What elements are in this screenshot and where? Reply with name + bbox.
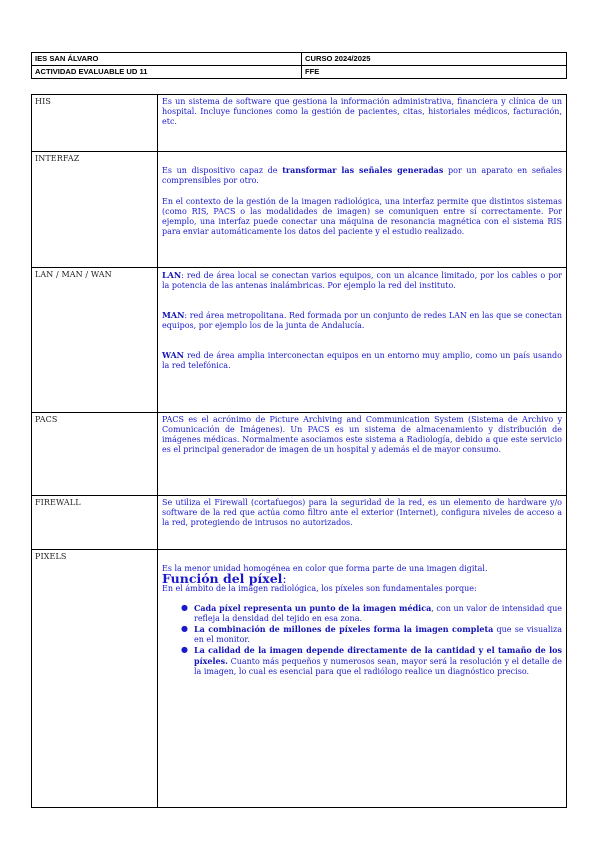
table-row	[32, 152, 567, 268]
term-cell: HIS	[32, 95, 158, 152]
table-row	[32, 268, 567, 413]
table-row	[32, 95, 567, 152]
header-table	[31, 52, 567, 79]
firewall-definition: Se utiliza el Firewall (cortafuegos) para la seguridad de la red, es un elemento de hardware y/o software de la red que actúa como filtro ante el exterior (Internet), configura niveles de acceso a la red, protegiendo de intrusos no autorizados.	[162, 498, 562, 527]
pacs-definition: PACS es el acrónimo de Picture Archiving and Communication System (Sistema de Archivo y Comunicación de Imágenes). Un PACS es un sistema de almacenamiento y distribución de imágenes médicas. Normalmente asociamos este sistema a Radiología, debido a que este servicio es el principal generador de imagen de un hospital y además el de mayor consumo.	[162, 415, 562, 454]
list-item: ● La combinación de millones de píxeles forma la imagen completa que se visualiza en el monitor.	[181, 624, 562, 644]
lan-definition: LAN: red de área local se conectan varios equipos, con un alcance limitado, por los cables o por la potencia de las antenas inalámbricas. Por ejemplo la red del instituto.	[162, 270, 562, 290]
table-row	[32, 413, 567, 496]
definition-cell	[158, 152, 567, 268]
term-cell: FIREWALL	[32, 496, 158, 550]
interfaz-context: En el contexto de la gestión de la imagen radiológica, una interfaz permite que distintos sistemas (como RIS, PACS o las modalidades de imagen) se comuniquen entre sí correctamente. Por ejemplo, una interfaz puede conectar una máquina de resonancia magnética con el sistema RIS para enviar automáticamente los datos del paciente y el estudio realizado.	[162, 197, 562, 236]
pixel-intro: Es la menor unidad homogénea en color que forma parte de una imagen digital.	[162, 564, 488, 573]
interfaz-definition: Es un dispositivo capaz de transformar las señales generadas por un aparato en señales comprensibles por otro.	[162, 165, 563, 185]
definition-cell	[158, 413, 567, 496]
term-cell: INTERFAZ	[32, 152, 158, 268]
school-name: IES SAN ÁLVARO	[32, 53, 302, 66]
bullet-icon: ●	[181, 624, 188, 633]
man-definition: MAN: red área metropolitana. Red formada por un conjunto de redes LAN en las que se conectan equipos, por ejemplo los de la junta de Andalucía.	[162, 310, 562, 330]
pixel-function-heading: Función del píxel:	[162, 571, 287, 586]
program-name: FFE	[302, 66, 567, 79]
term-cell: LAN / MAN / WAN	[32, 268, 158, 413]
term-cell: PACS	[32, 413, 158, 496]
definition-cell	[158, 496, 567, 550]
table-row	[32, 496, 567, 550]
list-item: ● La calidad de la imagen depende directamente de la cantidad y el tamaño de los píxeles. Cuanto más pequeños y numerosos sean, mayor será la resolución y el detalle de la imagen, lo cual es esencial para que el radiólogo realice un diagnóstico preciso.	[181, 645, 562, 676]
pixel-context: En el ámbito de la imagen radiológica, los píxeles son fundamentales porque:	[162, 584, 477, 593]
list-item: ● Cada píxel representa un punto de la imagen médica, con un valor de intensidad que refleja la densidad del tejido en esa zona.	[181, 603, 562, 623]
his-definition: Es un sistema de software que gestiona la información administrativa, financiera y clínica de un hospital. Incluye funciones como la gestión de pacientes, citas, historiales médicos, facturación, etc.	[162, 97, 562, 126]
definition-cell	[158, 95, 567, 152]
definition-cell	[158, 550, 567, 808]
interfaz-highlight: transformar las señales generadas	[282, 165, 444, 175]
activity-title: ACTIVIDAD EVALUABLE UD 11	[32, 66, 302, 79]
course-year: CURSO 2024/2025	[302, 53, 567, 66]
term-cell: PIXELS	[32, 550, 158, 808]
pixel-bullet-list	[162, 603, 562, 677]
definition-cell	[158, 268, 567, 413]
table-row	[32, 550, 567, 808]
glossary-table	[31, 94, 567, 808]
wan-definition: WAN red de área amplia interconectan equipos en un entorno muy amplio, como un país usando la red telefónica.	[162, 350, 562, 370]
bullet-icon: ●	[181, 603, 188, 612]
bullet-icon: ●	[181, 645, 188, 654]
